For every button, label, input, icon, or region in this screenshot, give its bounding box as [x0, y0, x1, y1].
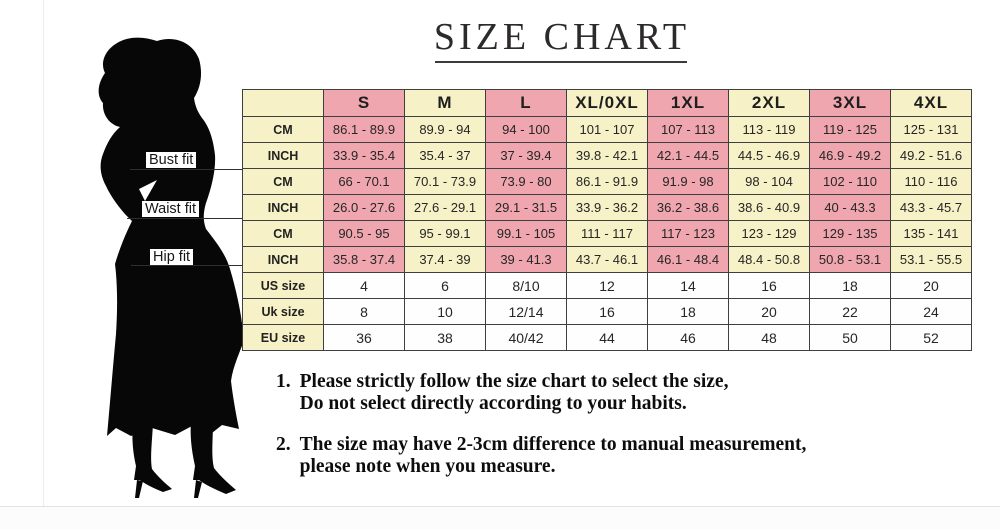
data-cell: 20: [891, 273, 972, 299]
data-cell: 16: [729, 273, 810, 299]
data-cell: 70.1 - 73.9: [405, 169, 486, 195]
data-cell: 38: [405, 325, 486, 351]
header-size-cell: XL/0XL: [567, 90, 648, 117]
waist-fit-pointer-line: [127, 218, 242, 219]
frame-left-line: [43, 0, 44, 506]
header-corner-cell: [243, 90, 324, 117]
data-cell: 33.9 - 36.2: [567, 195, 648, 221]
data-cell: 95 - 99.1: [405, 221, 486, 247]
table-row: [243, 273, 972, 299]
data-cell: 113 - 119: [729, 117, 810, 143]
size-chart-table: [242, 89, 972, 351]
data-cell: 46.9 - 49.2: [810, 143, 891, 169]
header-size-cell: 2XL: [729, 90, 810, 117]
data-cell: 135 - 141: [891, 221, 972, 247]
data-cell: 24: [891, 299, 972, 325]
data-cell: 44.5 - 46.9: [729, 143, 810, 169]
data-cell: 50: [810, 325, 891, 351]
row-label: CM: [243, 169, 324, 195]
data-cell: 42.1 - 44.5: [648, 143, 729, 169]
data-cell: 43.7 - 46.1: [567, 247, 648, 273]
data-cell: 123 - 129: [729, 221, 810, 247]
note-1-text: [300, 371, 729, 414]
data-cell: 38.6 - 40.9: [729, 195, 810, 221]
header-size-cell: L: [486, 90, 567, 117]
row-label: INCH: [243, 143, 324, 169]
data-cell: 4: [324, 273, 405, 299]
data-cell: 18: [648, 299, 729, 325]
row-label: CM: [243, 221, 324, 247]
data-cell: 8/10: [486, 273, 567, 299]
data-cell: 40/42: [486, 325, 567, 351]
data-cell: 102 - 110: [810, 169, 891, 195]
waist-fit-label: Waist fit: [142, 201, 199, 217]
data-cell: 66 - 70.1: [324, 169, 405, 195]
note-2-text: [300, 434, 807, 477]
data-cell: 36: [324, 325, 405, 351]
data-cell: 26.0 - 27.6: [324, 195, 405, 221]
row-label: CM: [243, 117, 324, 143]
note-2-line-1: The size may have 2-3cm difference to manual measurement,: [299, 434, 807, 455]
data-cell: 20: [729, 299, 810, 325]
data-cell: 16: [567, 299, 648, 325]
data-cell: 73.9 - 80: [486, 169, 567, 195]
data-cell: 86.1 - 89.9: [324, 117, 405, 143]
data-cell: 18: [810, 273, 891, 299]
data-cell: 91.9 - 98: [648, 169, 729, 195]
data-cell: 53.1 - 55.5: [891, 247, 972, 273]
row-label: US size: [243, 273, 324, 299]
data-cell: 29.1 - 31.5: [486, 195, 567, 221]
row-label: INCH: [243, 195, 324, 221]
note-2: [276, 434, 806, 477]
note-1-number: 1.: [276, 371, 291, 392]
data-cell: 50.8 - 53.1: [810, 247, 891, 273]
data-cell: 46: [648, 325, 729, 351]
data-cell: 12: [567, 273, 648, 299]
data-cell: 110 - 116: [891, 169, 972, 195]
data-cell: 125 - 131: [891, 117, 972, 143]
data-cell: 10: [405, 299, 486, 325]
hip-fit-label: Hip fit: [150, 249, 193, 265]
data-cell: 99.1 - 105: [486, 221, 567, 247]
note-2-number: 2.: [276, 434, 291, 455]
data-cell: 27.6 - 29.1: [405, 195, 486, 221]
table-row: [243, 221, 972, 247]
data-cell: 119 - 125: [810, 117, 891, 143]
data-cell: 37.4 - 39: [405, 247, 486, 273]
page-title: SIZE CHART: [433, 16, 691, 58]
data-cell: 14: [648, 273, 729, 299]
data-cell: 90.5 - 95: [324, 221, 405, 247]
note-1-line-2: Do not select directly according to your habits.: [299, 392, 687, 414]
title-underline: [435, 61, 687, 63]
data-cell: 37 - 39.4: [486, 143, 567, 169]
data-cell: 49.2 - 51.6: [891, 143, 972, 169]
note-1-line-1: Please strictly follow the size chart to select the size,: [299, 371, 729, 392]
table-row: [243, 195, 972, 221]
data-cell: 48.4 - 50.8: [729, 247, 810, 273]
data-cell: 52: [891, 325, 972, 351]
header-size-cell: 1XL: [648, 90, 729, 117]
row-label: EU size: [243, 325, 324, 351]
bust-fit-label: Bust fit: [146, 152, 196, 168]
table-row: [243, 247, 972, 273]
table-row: [243, 325, 972, 351]
data-cell: 36.2 - 38.6: [648, 195, 729, 221]
data-cell: 6: [405, 273, 486, 299]
data-cell: 117 - 123: [648, 221, 729, 247]
data-cell: 107 - 113: [648, 117, 729, 143]
data-cell: 98 - 104: [729, 169, 810, 195]
data-cell: 43.3 - 45.7: [891, 195, 972, 221]
bust-fit-pointer-line: [130, 169, 242, 170]
table-row: [243, 169, 972, 195]
hip-fit-pointer-line: [131, 265, 242, 266]
note-2-line-2: please note when you measure.: [299, 455, 556, 477]
woman-silhouette: [65, 35, 265, 505]
data-cell: 35.4 - 37: [405, 143, 486, 169]
note-1: [276, 371, 728, 414]
data-cell: 48: [729, 325, 810, 351]
data-cell: 44: [567, 325, 648, 351]
data-cell: 89.9 - 94: [405, 117, 486, 143]
table-row: [243, 299, 972, 325]
row-label: Uk size: [243, 299, 324, 325]
data-cell: 39 - 41.3: [486, 247, 567, 273]
data-cell: 94 - 100: [486, 117, 567, 143]
header-size-cell: M: [405, 90, 486, 117]
frame-bottom-band: [0, 507, 1000, 529]
data-cell: 33.9 - 35.4: [324, 143, 405, 169]
data-cell: 40 - 43.3: [810, 195, 891, 221]
header-size-cell: 3XL: [810, 90, 891, 117]
data-cell: 86.1 - 91.9: [567, 169, 648, 195]
table-row: [243, 117, 972, 143]
data-cell: 101 - 107: [567, 117, 648, 143]
data-cell: 39.8 - 42.1: [567, 143, 648, 169]
data-cell: 22: [810, 299, 891, 325]
table-row: [243, 143, 972, 169]
data-cell: 129 - 135: [810, 221, 891, 247]
data-cell: 111 - 117: [567, 221, 648, 247]
data-cell: 8: [324, 299, 405, 325]
row-label: INCH: [243, 247, 324, 273]
header-size-cell: 4XL: [891, 90, 972, 117]
data-cell: 46.1 - 48.4: [648, 247, 729, 273]
data-cell: 35.8 - 37.4: [324, 247, 405, 273]
header-size-cell: S: [324, 90, 405, 117]
data-cell: 12/14: [486, 299, 567, 325]
